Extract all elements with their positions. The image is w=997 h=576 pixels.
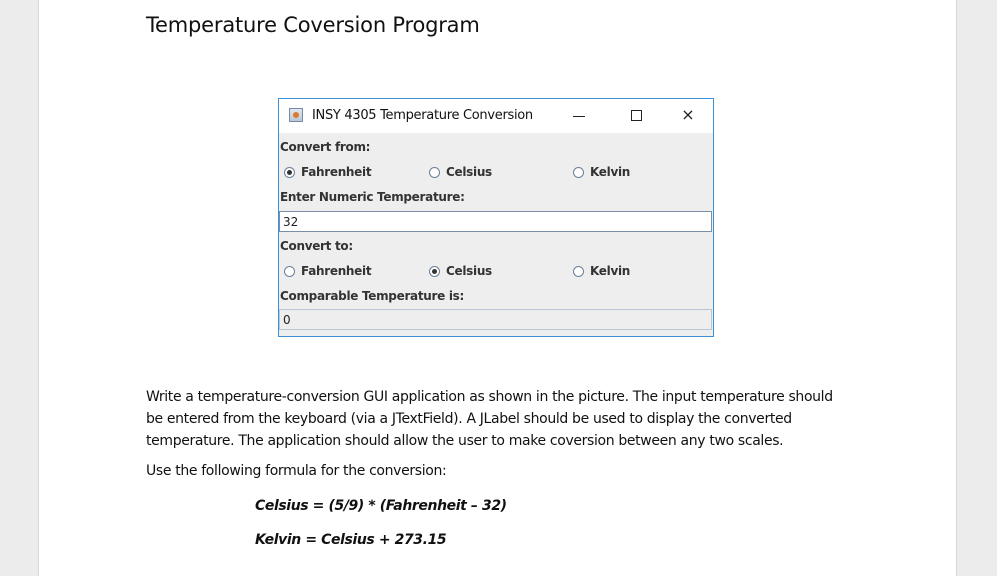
comparable-temperature-label: Comparable Temperature is: (280, 289, 465, 303)
java-app-icon (289, 108, 303, 122)
maximize-icon (631, 110, 642, 121)
radio-indicator (429, 167, 440, 178)
radio-label: Celsius (446, 264, 492, 278)
to-celsius-radio[interactable] (429, 264, 492, 278)
celsius-formula: Celsius = (5/9) * (Fahrenheit – 32) (255, 498, 507, 514)
radio-indicator (573, 266, 584, 277)
window-title: INSY 4305 Temperature Conversion (312, 108, 533, 123)
window-titlebar[interactable] (279, 99, 713, 133)
convert-to-label: Convert to: (280, 239, 353, 253)
maximize-button[interactable] (624, 105, 648, 125)
radio-indicator (573, 167, 584, 178)
from-kelvin-radio[interactable] (573, 165, 630, 179)
from-celsius-radio[interactable] (429, 165, 492, 179)
result-display: 0 (279, 309, 712, 330)
form-panel (279, 133, 713, 336)
app-window (278, 98, 714, 337)
radio-label: Kelvin (590, 264, 631, 278)
convert-from-label: Convert from: (280, 140, 371, 154)
instructions-paragraph: Write a temperature-conversion GUI application as shown in the picture. The input temperature should be entered from the keyboard (via a JTextField). A JLabel should be used to display the converted temperature. The application should allow the user to make coversion between any two scales. (146, 389, 833, 449)
document-page (38, 0, 957, 576)
radio-label: Kelvin (590, 165, 631, 179)
radio-indicator (284, 167, 295, 178)
minimize-icon (573, 116, 585, 117)
radio-label: Fahrenheit (301, 264, 372, 278)
enter-temperature-label: Enter Numeric Temperature: (280, 190, 465, 204)
kelvin-formula: Kelvin = Celsius + 273.15 (255, 532, 447, 548)
minimize-button[interactable] (567, 105, 591, 125)
radio-indicator (429, 266, 440, 277)
radio-label: Celsius (446, 165, 492, 179)
radio-label: Fahrenheit (301, 165, 372, 179)
from-fahrenheit-radio[interactable] (284, 165, 371, 179)
radio-indicator (284, 266, 295, 277)
temperature-input[interactable]: 32 (279, 211, 712, 232)
formula-intro: Use the following formula for the conversion: (146, 463, 447, 479)
to-kelvin-radio[interactable] (573, 264, 630, 278)
close-button[interactable]: × (681, 105, 695, 124)
page-title: Temperature Coversion Program (146, 13, 480, 37)
to-fahrenheit-radio[interactable] (284, 264, 371, 278)
